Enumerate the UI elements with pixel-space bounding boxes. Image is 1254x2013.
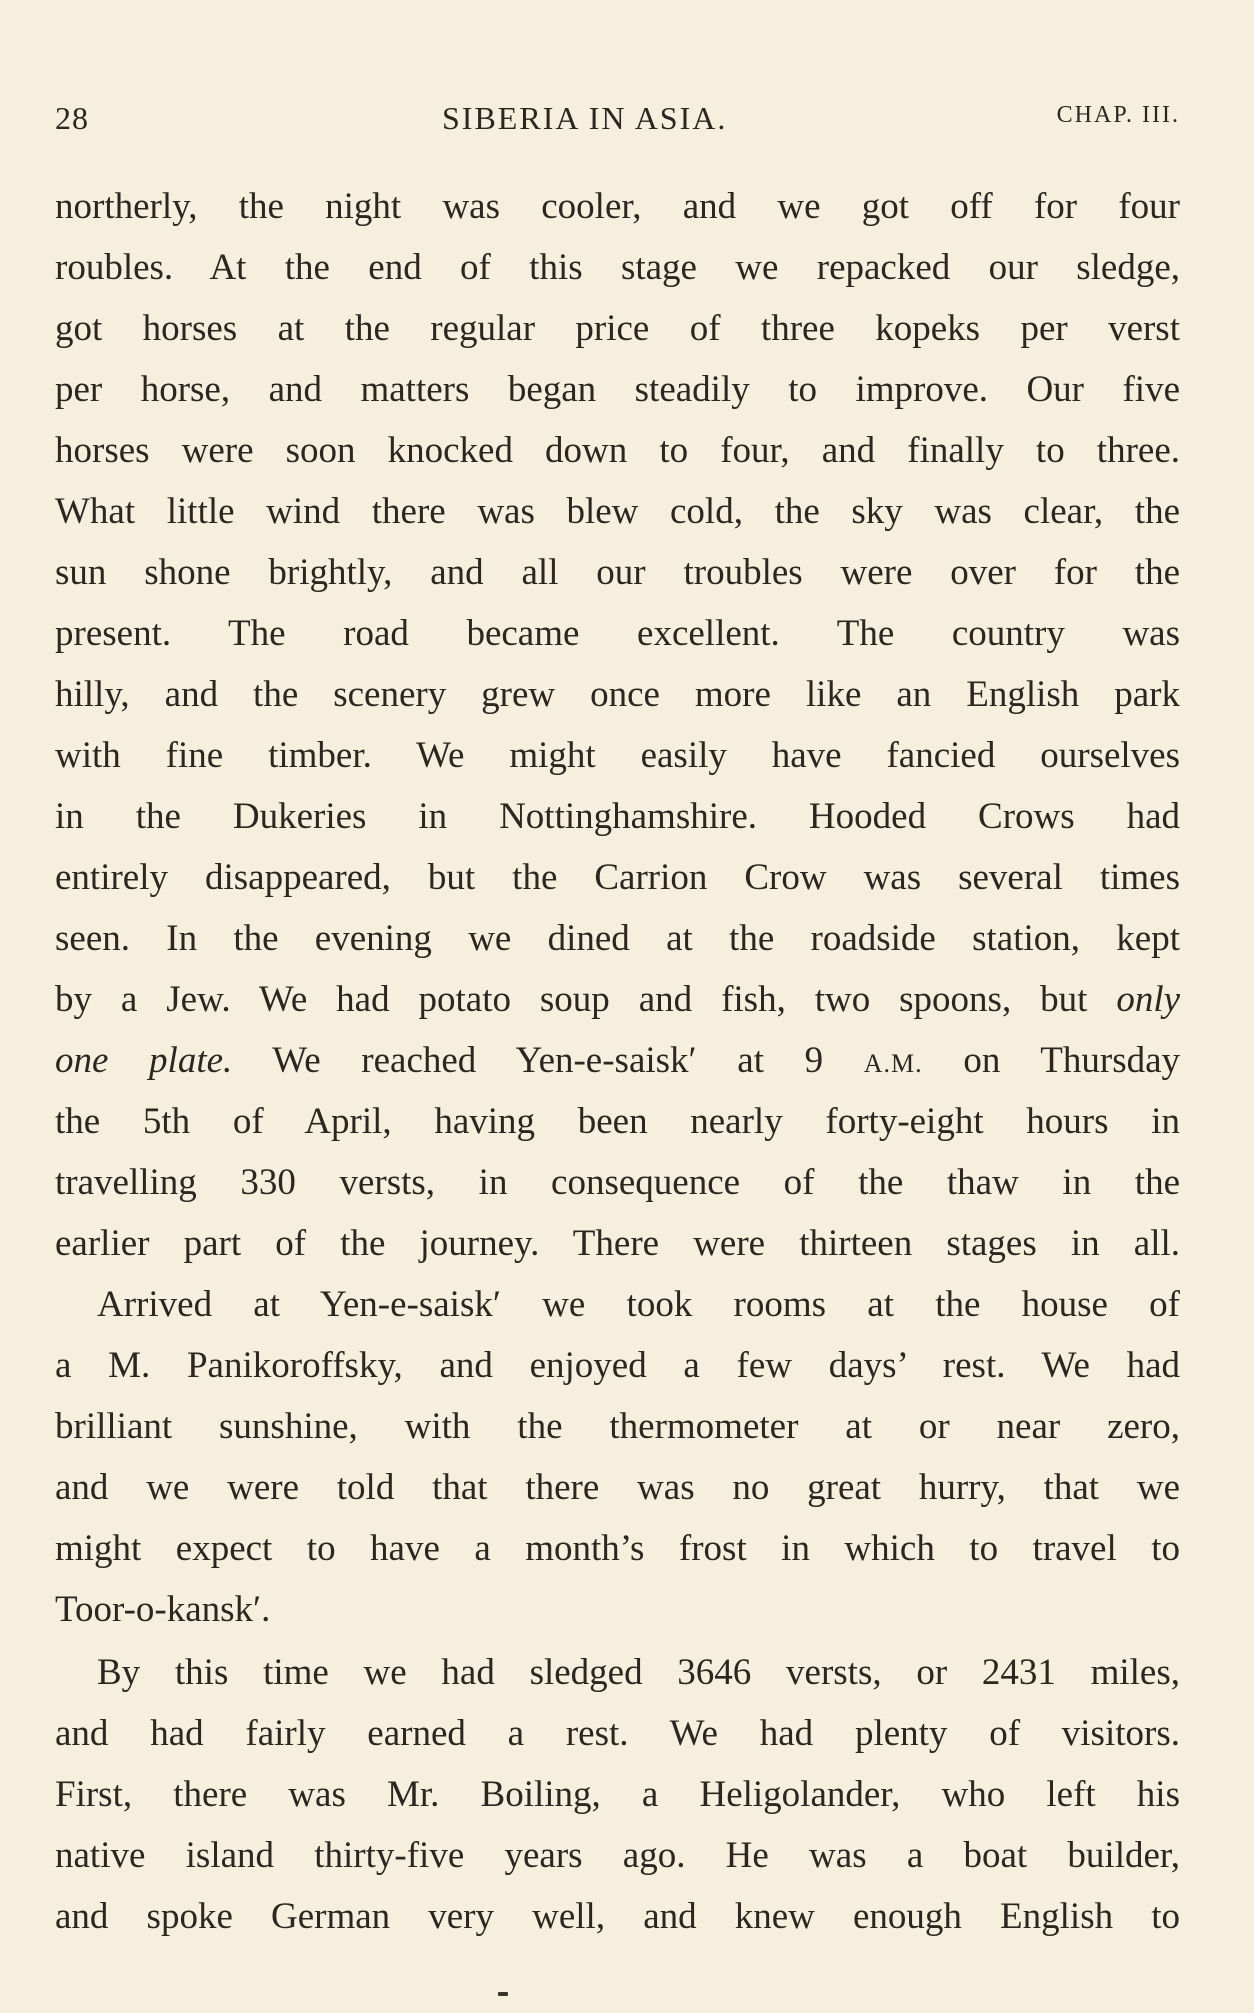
text-line: travelling 330 versts, in consequence of the thaw in the [55,1162,1180,1203]
text-line: sun shone brightly, and all our troubles were over for the [55,552,1180,593]
italic-text: only [1116,979,1181,1020]
text-segment: We reached Yen-e-saisk′ at 9 [272,1040,824,1081]
running-head [55,100,1180,140]
text-line: seen. In the evening we dined at the roadside station, kept [55,918,1180,959]
text-line: with fine timber. We might easily have fancied ourselves [55,735,1180,776]
text-line: First, there was Mr. Boiling, a Heligolander, who left his [55,1774,1180,1815]
text-line: hilly, and the scenery grew once more like an English park [55,674,1180,715]
text-line: and spoke German very well, and knew enough English to [55,1896,1180,1937]
page-number: 28 [55,100,89,136]
text-line: earlier part of the journey. There were thirteen stages in all. [55,1223,1180,1264]
body-text [55,176,1180,1947]
text-line: in the Dukeries in Nottinghamshire. Hooded Crows had [55,796,1180,837]
paragraph-end: Toor-o-kansk′. [55,1589,271,1630]
text-line: the 5th of April, having been nearly forty-eight hours in [55,1101,1180,1142]
text-line: What little wind there was blew cold, the sky was clear, the [55,491,1180,532]
chapter-label: CHAP. III. [1056,102,1180,128]
text-line-mixed [55,969,1180,1030]
book-title: SIBERIA IN ASIA. [442,100,728,136]
text-line: horses were soon knocked down to four, and finally to three. [55,430,1180,471]
paragraph-start: Arrived at Yen-e-saisk′ we took rooms at the house of [97,1284,1180,1325]
text-segment: on Thursday [963,1040,1181,1081]
text-line: and had fairly earned a rest. We had plenty of visitors. [55,1713,1180,1754]
small-caps-text: A.M. [863,1049,923,1078]
text-line: brilliant sunshine, with the thermometer at or near zero, [55,1406,1180,1447]
text-line: per horse, and matters began steadily to improve. Our five [55,369,1180,410]
text-segment: by a Jew. We had potato soup and fish, two spoons, but [55,979,1088,1020]
text-line: got horses at the regular price of three kopeks per verst [55,308,1180,349]
text-line: and we were told that there was no great hurry, that we [55,1467,1180,1508]
text-line: roubles. At the end of this stage we repacked our sledge, [55,247,1180,288]
text-line-mixed [55,1030,1180,1091]
italic-text: one plate. [55,1040,233,1081]
text-line: native island thirty-five years ago. He was a boat builder, [55,1835,1180,1876]
text-line: entirely disappeared, but the Carrion Crow was several times [55,857,1180,898]
text-line: present. The road became excellent. The country was [55,613,1180,654]
text-line: northerly, the night was cooler, and we got off for four [55,186,1180,227]
text-line: a M. Panikoroffsky, and enjoyed a few days’ rest. We had [55,1345,1180,1386]
text-line: might expect to have a month’s frost in which to travel to [55,1528,1180,1569]
paragraph-start: By this time we had sledged 3646 versts, or 2431 miles, [97,1652,1180,1693]
footer-mark [498,1992,508,1996]
